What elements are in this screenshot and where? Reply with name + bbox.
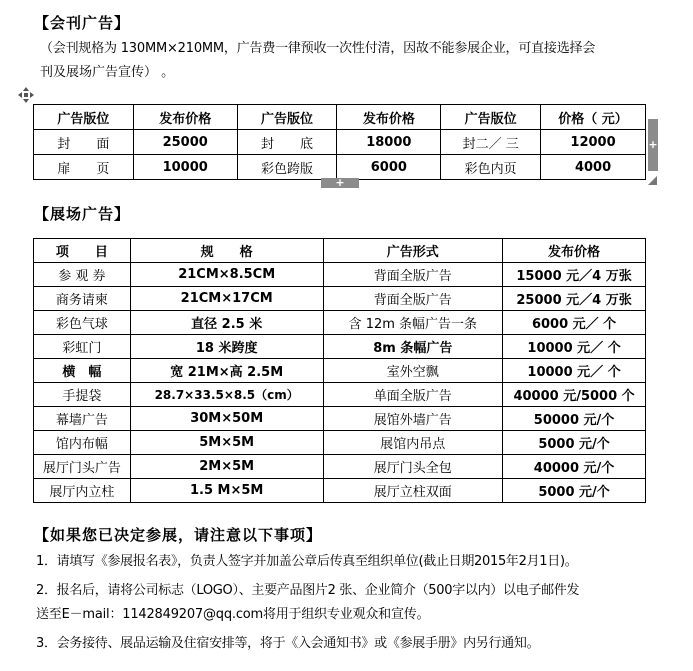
table-cell: 2M×5M [130,455,323,479]
notice-heading: 【如果您已决定参展，请注意以下事项】 [34,526,323,544]
insert-column-handle[interactable]: + [648,119,658,171]
table-row [34,383,646,407]
table-cell: 单面全版广告 [323,383,503,407]
insert-row-handle[interactable]: + [321,178,359,188]
table-cell: 幕墙广告 [34,407,131,431]
table-cell: 展厅立柱双面 [323,479,503,503]
venue-ad-table [33,238,646,503]
table-cell: 5M×5M [130,431,323,455]
table-cell: 21CM×8.5CM [130,263,323,287]
table-cell: 展馆内吊点 [323,431,503,455]
table-cell: 25000 元／4 万张 [503,287,646,311]
table-row [34,431,646,455]
table-cell: 40000 元/个 [503,455,646,479]
table-cell: 21CM×17CM [130,287,323,311]
table-cell: 18000 [337,130,441,155]
table-cell: 展馆外墙广告 [323,407,503,431]
table-cell: 直径 2.5 米 [130,311,323,335]
table-cell: 10000 [133,155,237,180]
table-cell: 15000 元／4 万张 [503,263,646,287]
column-header: 广告版位 [441,105,541,130]
table-row [34,263,646,287]
table-row [34,287,646,311]
column-header: 广告版位 [237,105,337,130]
venue-ad-heading: 【展场广告】 [34,205,131,223]
table-cell: 10000 元／ 个 [503,335,646,359]
table-cell: 背面全版广告 [323,263,503,287]
table-cell: 25000 [133,130,237,155]
table-row [34,455,646,479]
column-header: 发布价格 [337,105,441,130]
table-cell: 5000 元/个 [503,479,646,503]
table-cell: 商务请柬 [34,287,131,311]
column-header: 广告形式 [323,239,503,263]
table-cell: 含 12m 条幅广告一条 [323,311,503,335]
table-cell: 8m 条幅广告 [323,335,503,359]
column-header: 发布价格 [133,105,237,130]
journal-ad-intro-line2: 刊及展场广告宣传） 。 [40,65,175,80]
notice-item-2-line2: 送至E－mail：1142849207@qq.com将用于组织专业观众和宣传。 [36,607,430,622]
table-cell: 彩虹门 [34,335,131,359]
table-cell: 6000 元／ 个 [503,311,646,335]
table-cell: 展厅门头全包 [323,455,503,479]
column-header: 发布价格 [503,239,646,263]
table-cell: 彩色跨版 [237,155,337,180]
resize-table-icon[interactable] [648,176,657,185]
table-cell: 10000 元／ 个 [503,359,646,383]
column-header: 广告版位 [34,105,134,130]
table-cell: 1.5 M×5M [130,479,323,503]
table-cell: 背面全版广告 [323,287,503,311]
table-cell: 室外空飘 [323,359,503,383]
table-cell: 彩色内页 [441,155,541,180]
table-cell: 扉 页 [34,155,134,180]
table-row [34,130,646,155]
table-cell: 馆内布幅 [34,431,131,455]
table-cell: 横 幅 [34,359,131,383]
venue-ad-header-row [34,239,646,263]
table-cell: 封 面 [34,130,134,155]
table-row [34,359,646,383]
table-cell: 4000 [541,155,646,180]
table-cell: 12000 [541,130,646,155]
table-row [34,407,646,431]
table-cell: 6000 [337,155,441,180]
table-cell: 5000 元/个 [503,431,646,455]
table-cell: 28.7×33.5×8.5（cm） [130,383,323,407]
journal-ad-table [33,104,646,180]
table-cell: 展厅内立柱 [34,479,131,503]
journal-ad-heading: 【会刊广告】 [34,14,131,32]
table-cell: 展厅门头广告 [34,455,131,479]
table-cell: 宽 21M×高 2.5M [130,359,323,383]
table-cell: 40000 元/5000 个 [503,383,646,407]
notice-item-3: 3．会务接待、展品运输及住宿安排等，将于《入会通知书》或《参展手册》内另行通知。 [36,636,540,651]
table-cell: 封 底 [237,130,337,155]
column-header: 项 目 [34,239,131,263]
table-row [34,311,646,335]
table-row [34,335,646,359]
table-cell: 封二／ 三 [441,130,541,155]
notice-item-2-line1: 2．报名后，请将公司标志（LOGO）、主要产品图片2 张、企业简介（500字以内）以电子邮件发 [36,583,580,598]
column-header: 规 格 [130,239,323,263]
journal-ad-intro-line1: （会刊规格为 130MM×210MM，广告费一律预收一次性付清，因故不能参展企业，可直接选择会 [40,41,596,56]
table-cell: 彩色气球 [34,311,131,335]
move-handle-icon[interactable] [18,87,34,103]
column-header: 价格（ 元） [541,105,646,130]
notice-item-1: 1．请填写《参展报名表》，负责人签字并加盖公章后传真至组织单位(截止日期2015年2月1日)。 [36,554,578,569]
table-cell: 18 米跨度 [130,335,323,359]
table-cell: 30M×50M [130,407,323,431]
table-cell: 手提袋 [34,383,131,407]
table-row [34,479,646,503]
table-cell: 参 观 券 [34,263,131,287]
table-cell: 50000 元/个 [503,407,646,431]
journal-ad-header-row [34,105,646,130]
